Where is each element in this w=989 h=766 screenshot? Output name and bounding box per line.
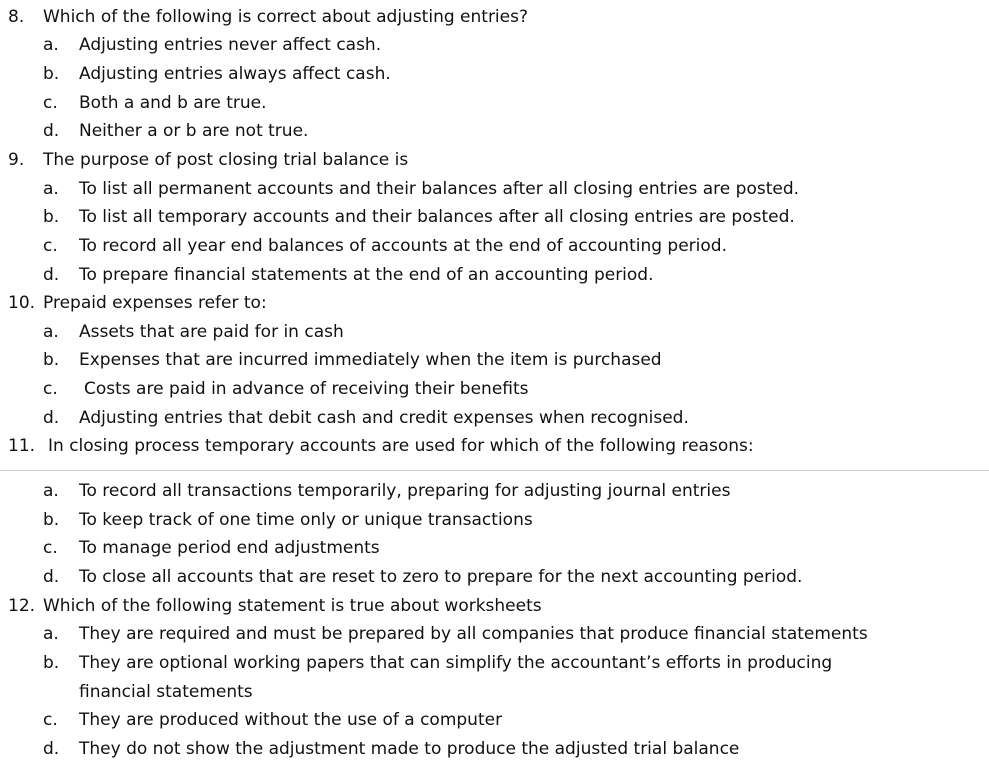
- option-letter: c.: [43, 710, 58, 730]
- question-text: Which of the following statement is true about worksheets: [43, 596, 542, 616]
- option-letter: a.: [43, 322, 59, 342]
- option-letter: d.: [43, 739, 60, 759]
- option-letter: a.: [43, 179, 59, 199]
- option-text: To list all temporary accounts and their balances after all closing entries are posted.: [79, 207, 795, 227]
- option-letter: d.: [43, 567, 60, 587]
- option-text: To close all accounts that are reset to zero to prepare for the next accounting period.: [79, 567, 803, 587]
- option-letter: d.: [43, 121, 60, 141]
- option-letter: a.: [43, 624, 59, 644]
- question-text: Which of the following is correct about adjusting entries?: [43, 7, 528, 27]
- option-text: Expenses that are incurred immediately when the item is purchased: [79, 350, 662, 370]
- option-text: They are produced without the use of a computer: [79, 710, 503, 730]
- option-text: To record all year end balances of accounts at the end of accounting period.: [79, 236, 727, 256]
- option-letter: a.: [43, 481, 59, 501]
- option-text: They are optional working papers that can simplify the accountant’s efforts in producing: [79, 653, 833, 673]
- page-divider: [0, 470, 989, 471]
- option-letter: d.: [43, 265, 60, 285]
- option-text: To prepare financial statements at the end of an accounting period.: [79, 265, 654, 285]
- option-text: To manage period end adjustments: [79, 538, 380, 558]
- question-text: Prepaid expenses refer to:: [43, 293, 267, 313]
- option-letter: b.: [43, 64, 60, 84]
- option-text: Costs are paid in advance of receiving their benefits: [84, 379, 529, 399]
- option-text: To record all transactions temporarily, preparing for adjusting journal entries: [79, 481, 731, 501]
- question-number: 12.: [8, 596, 36, 616]
- option-letter: c.: [43, 236, 58, 256]
- question-number: 11.: [8, 436, 36, 456]
- option-text-continuation: financial statements: [79, 682, 253, 702]
- option-letter: b.: [43, 510, 60, 530]
- option-text: Adjusting entries never affect cash.: [79, 35, 382, 55]
- question-text: In closing process temporary accounts are used for which of the following reasons:: [48, 436, 754, 456]
- option-letter: b.: [43, 653, 60, 673]
- option-text: Both a and b are true.: [79, 93, 267, 113]
- option-text: Assets that are paid for in cash: [79, 322, 344, 342]
- option-letter: a.: [43, 35, 59, 55]
- option-text: To list all permanent accounts and their balances after all closing entries are posted.: [79, 179, 800, 199]
- option-text: To keep track of one time only or unique transactions: [79, 510, 533, 530]
- question-text: The purpose of post closing trial balance is: [43, 150, 409, 170]
- question-number: 8.: [8, 7, 25, 27]
- option-text: Adjusting entries that debit cash and credit expenses when recognised.: [79, 408, 689, 428]
- option-letter: b.: [43, 350, 60, 370]
- option-letter: c.: [43, 93, 58, 113]
- option-letter: c.: [43, 538, 58, 558]
- option-letter: b.: [43, 207, 60, 227]
- option-text: Adjusting entries always affect cash.: [79, 64, 391, 84]
- option-letter: c.: [43, 379, 58, 399]
- option-text: They do not show the adjustment made to produce the adjusted trial balance: [79, 739, 740, 759]
- question-number: 10.: [8, 293, 36, 313]
- question-number: 9.: [8, 150, 25, 170]
- option-text: They are required and must be prepared by all companies that produce financial statements: [79, 624, 868, 644]
- option-text: Neither a or b are not true.: [79, 121, 309, 141]
- option-letter: d.: [43, 408, 60, 428]
